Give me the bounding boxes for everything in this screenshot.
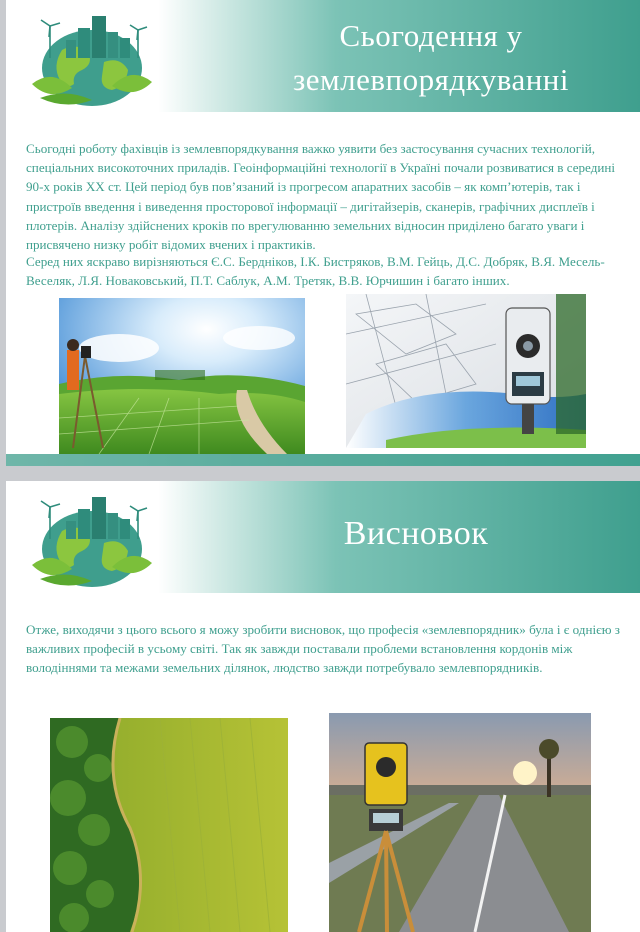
eco-city-globe-icon bbox=[14, 487, 170, 591]
intro-paragraph: Сьогодні роботу фахівців із землевпорядкування важко уявити без застосування сучасних технологій, спеціальних високоточних приладів. Геоінформаційні технології в Україні почали розвиватися в середині 90-х років ХХ ст. Цей період був пов’язаний із прогресом апаратних засобів – як комп’ютерів, так і пристроїв введення і виведення просторової інформації – дигітайзерів, сканерів, графічних дисплеїв і плотерів. Аналізу здійснених кроків по врегулюванню земельних відносин приділено багато уваги і присвячено низку робіт відомих вчених і практиків. bbox=[26, 141, 616, 253]
aerial-field-photo bbox=[50, 718, 288, 932]
slide-title: Висновок bbox=[343, 515, 489, 552]
theodolite-road-photo bbox=[329, 713, 591, 932]
scientists-paragraph: Серед них яскраво вирізняються Є.С. Бердніков, І.К. Бистряков, В.М. Гейць, Д.С. Добряк, В.Я. Месель-Веселяк, Л.Я. Новаковський, П.Т. Саблук, А.М. Третяк, В.В. Юрчишин і багато інших. bbox=[26, 254, 605, 289]
slide-conclusion bbox=[6, 481, 640, 932]
conclusion-paragraph: Отже, виходячи з цього всього я можу зробити висновок, що професія «землевпорядник» була і є однією з важливих професій в усьому світі. Так як завжди поставали проблеми встановлення кордонів між володіннями та межами земельних ділянок, людство завжди потребувало землевпорядників. bbox=[26, 622, 620, 676]
total-station-blueprint-photo bbox=[346, 294, 586, 448]
slide-title: Сьогодення у землевпорядкуванні bbox=[292, 18, 569, 97]
slide-divider-bar bbox=[6, 454, 640, 466]
eco-city-globe-icon bbox=[14, 6, 170, 110]
slide-present-day bbox=[6, 0, 640, 466]
surveyor-field-photo bbox=[59, 298, 305, 454]
title-banner bbox=[6, 0, 640, 112]
title-banner bbox=[6, 481, 640, 593]
